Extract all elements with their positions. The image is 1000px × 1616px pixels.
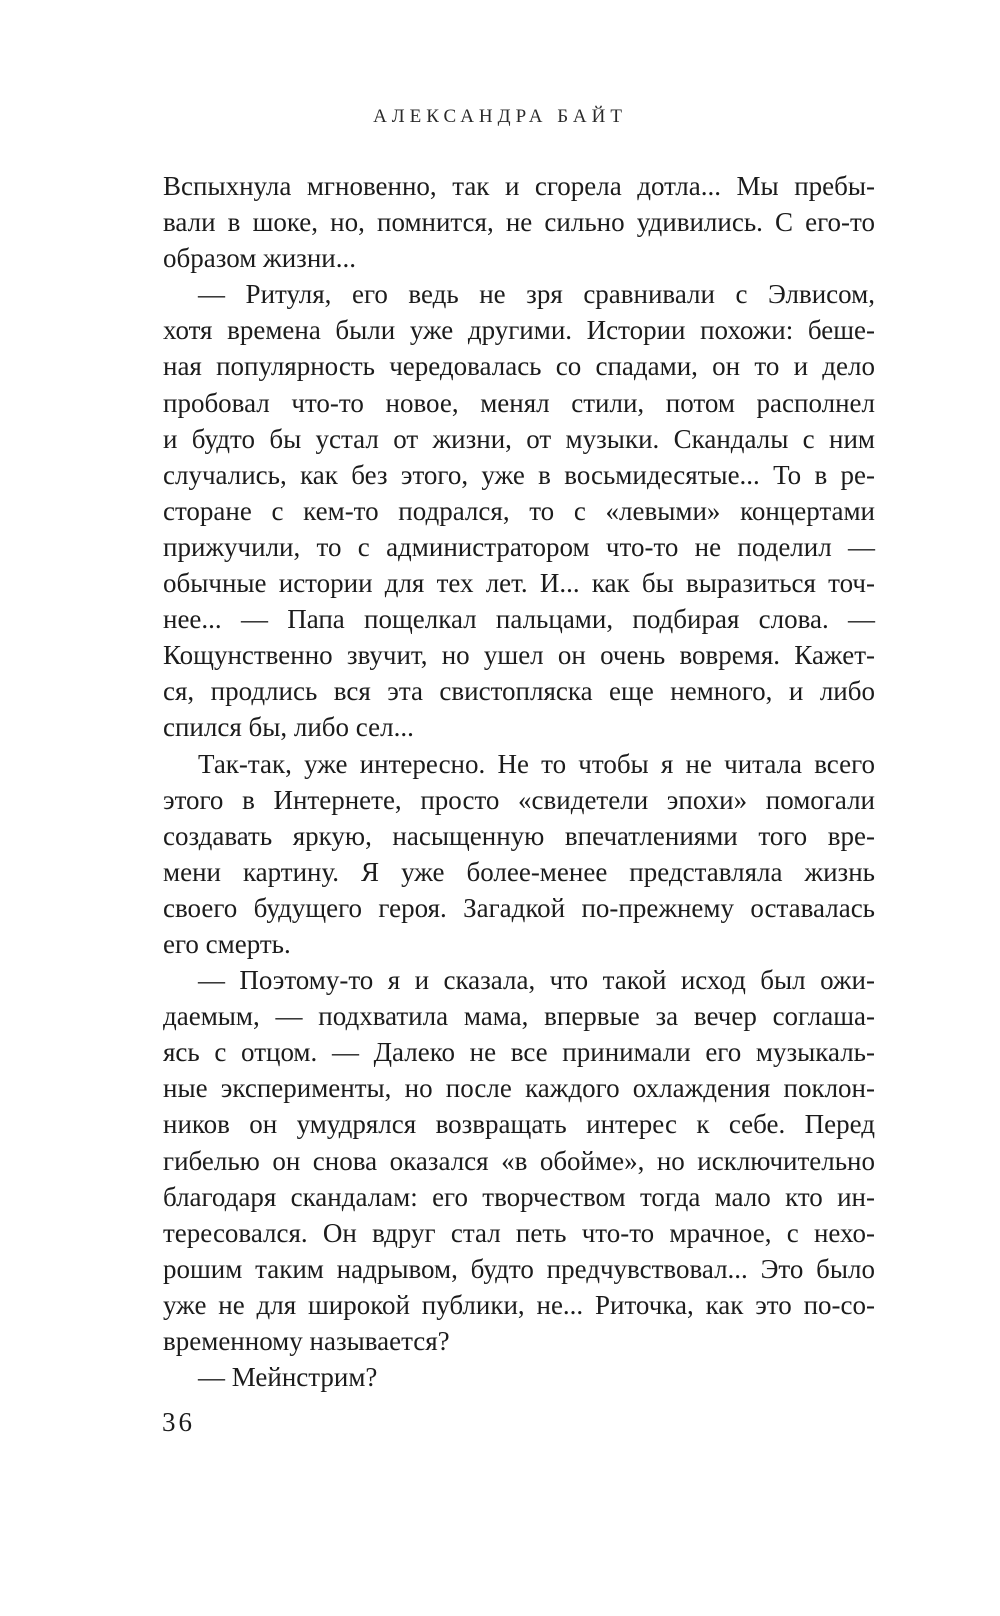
text-line: Кощунственно звучит, но ушел он очень вовремя. Кажет-	[163, 640, 875, 671]
text-line: спился бы, либо сел...	[163, 712, 414, 743]
page-number: 36	[162, 1407, 195, 1437]
text-line: хотя времена были уже другими. Истории похожи: беше-	[163, 315, 875, 346]
text-line: нее... — Папа пощелкал пальцами, подбирая слова. —	[163, 604, 875, 635]
text-line: — Поэтому-то я и сказала, что такой исход был ожи-	[198, 965, 875, 996]
text-line: — Мейнстрим?	[198, 1362, 378, 1393]
text-line: гибелью он снова оказался «в обойме», но исключительно	[163, 1145, 875, 1176]
text-line: ная популярность чередовалась со спадами, он то и дело	[163, 351, 875, 382]
text-line: ников он умудрялся возвращать интерес к себе. Перед	[163, 1109, 875, 1140]
text-line: Так-так, уже интересно. Не то чтобы я не читала всего	[198, 748, 875, 779]
text-line: благодаря скандалам: его творчеством тогда мало кто ин-	[163, 1181, 875, 1212]
text-line: и будто бы устал от жизни, от музыки. Скандалы с ним	[163, 423, 875, 454]
text-line: сторане с кем-то подрался, то с «левыми» концертами	[163, 495, 875, 526]
text-line: этого в Интернете, просто «свидетели эпохи» помогали	[163, 784, 875, 815]
text-line: образом жизни...	[163, 243, 356, 274]
text-line: временному называется?	[163, 1326, 450, 1356]
body-text	[163, 168, 875, 1395]
text-line: его смерть.	[163, 928, 291, 959]
text-line: — Ритуля, его ведь не зря сравнивали с Элвисом,	[198, 279, 875, 310]
text-line: пробовал что-то новое, менял стили, потом располнел	[163, 387, 875, 418]
text-line: рошим таким надрывом, будто предчувствовал... Это было	[163, 1253, 875, 1284]
text-line: даемым, — подхватила мама, впервые за вечер соглаша-	[163, 1001, 875, 1032]
text-line: создавать яркую, насыщенную впечатлениями того вре-	[163, 820, 875, 851]
running-head: АЛЕКСАНДРА БАЙТ	[373, 106, 627, 127]
text-line: случались, как без этого, уже в восьмидесятые... То в ре-	[163, 459, 875, 490]
text-line: вали в шоке, но, помнится, не сильно удивились. С его-то	[163, 207, 875, 238]
text-line: уже не для широкой публики, не... Риточка, как это по-со-	[163, 1289, 875, 1320]
text-line: прижучили, то с администратором что-то не поделил —	[163, 531, 875, 562]
text-line: Вспыхнула мгновенно, так и сгорела дотла... Мы пребы-	[163, 171, 875, 201]
text-line: тересовался. Он вдруг стал петь что-то мрачное, с нехо-	[163, 1217, 875, 1248]
text-line: своего будущего героя. Загадкой по-прежнему оставалась	[163, 892, 875, 923]
text-line: ся, продлись вся эта свистопляска еще немного, и либо	[163, 676, 875, 707]
text-line: ные эксперименты, но после каждого охлаждения поклон-	[163, 1073, 875, 1104]
text-line: обычные истории для тех лет. И... как бы выразиться точ-	[163, 568, 875, 599]
text-line: ясь с отцом. — Далеко не все принимали его музыкаль-	[163, 1037, 875, 1068]
text-line: мени картину. Я уже более-менее представляла жизнь	[163, 856, 875, 887]
